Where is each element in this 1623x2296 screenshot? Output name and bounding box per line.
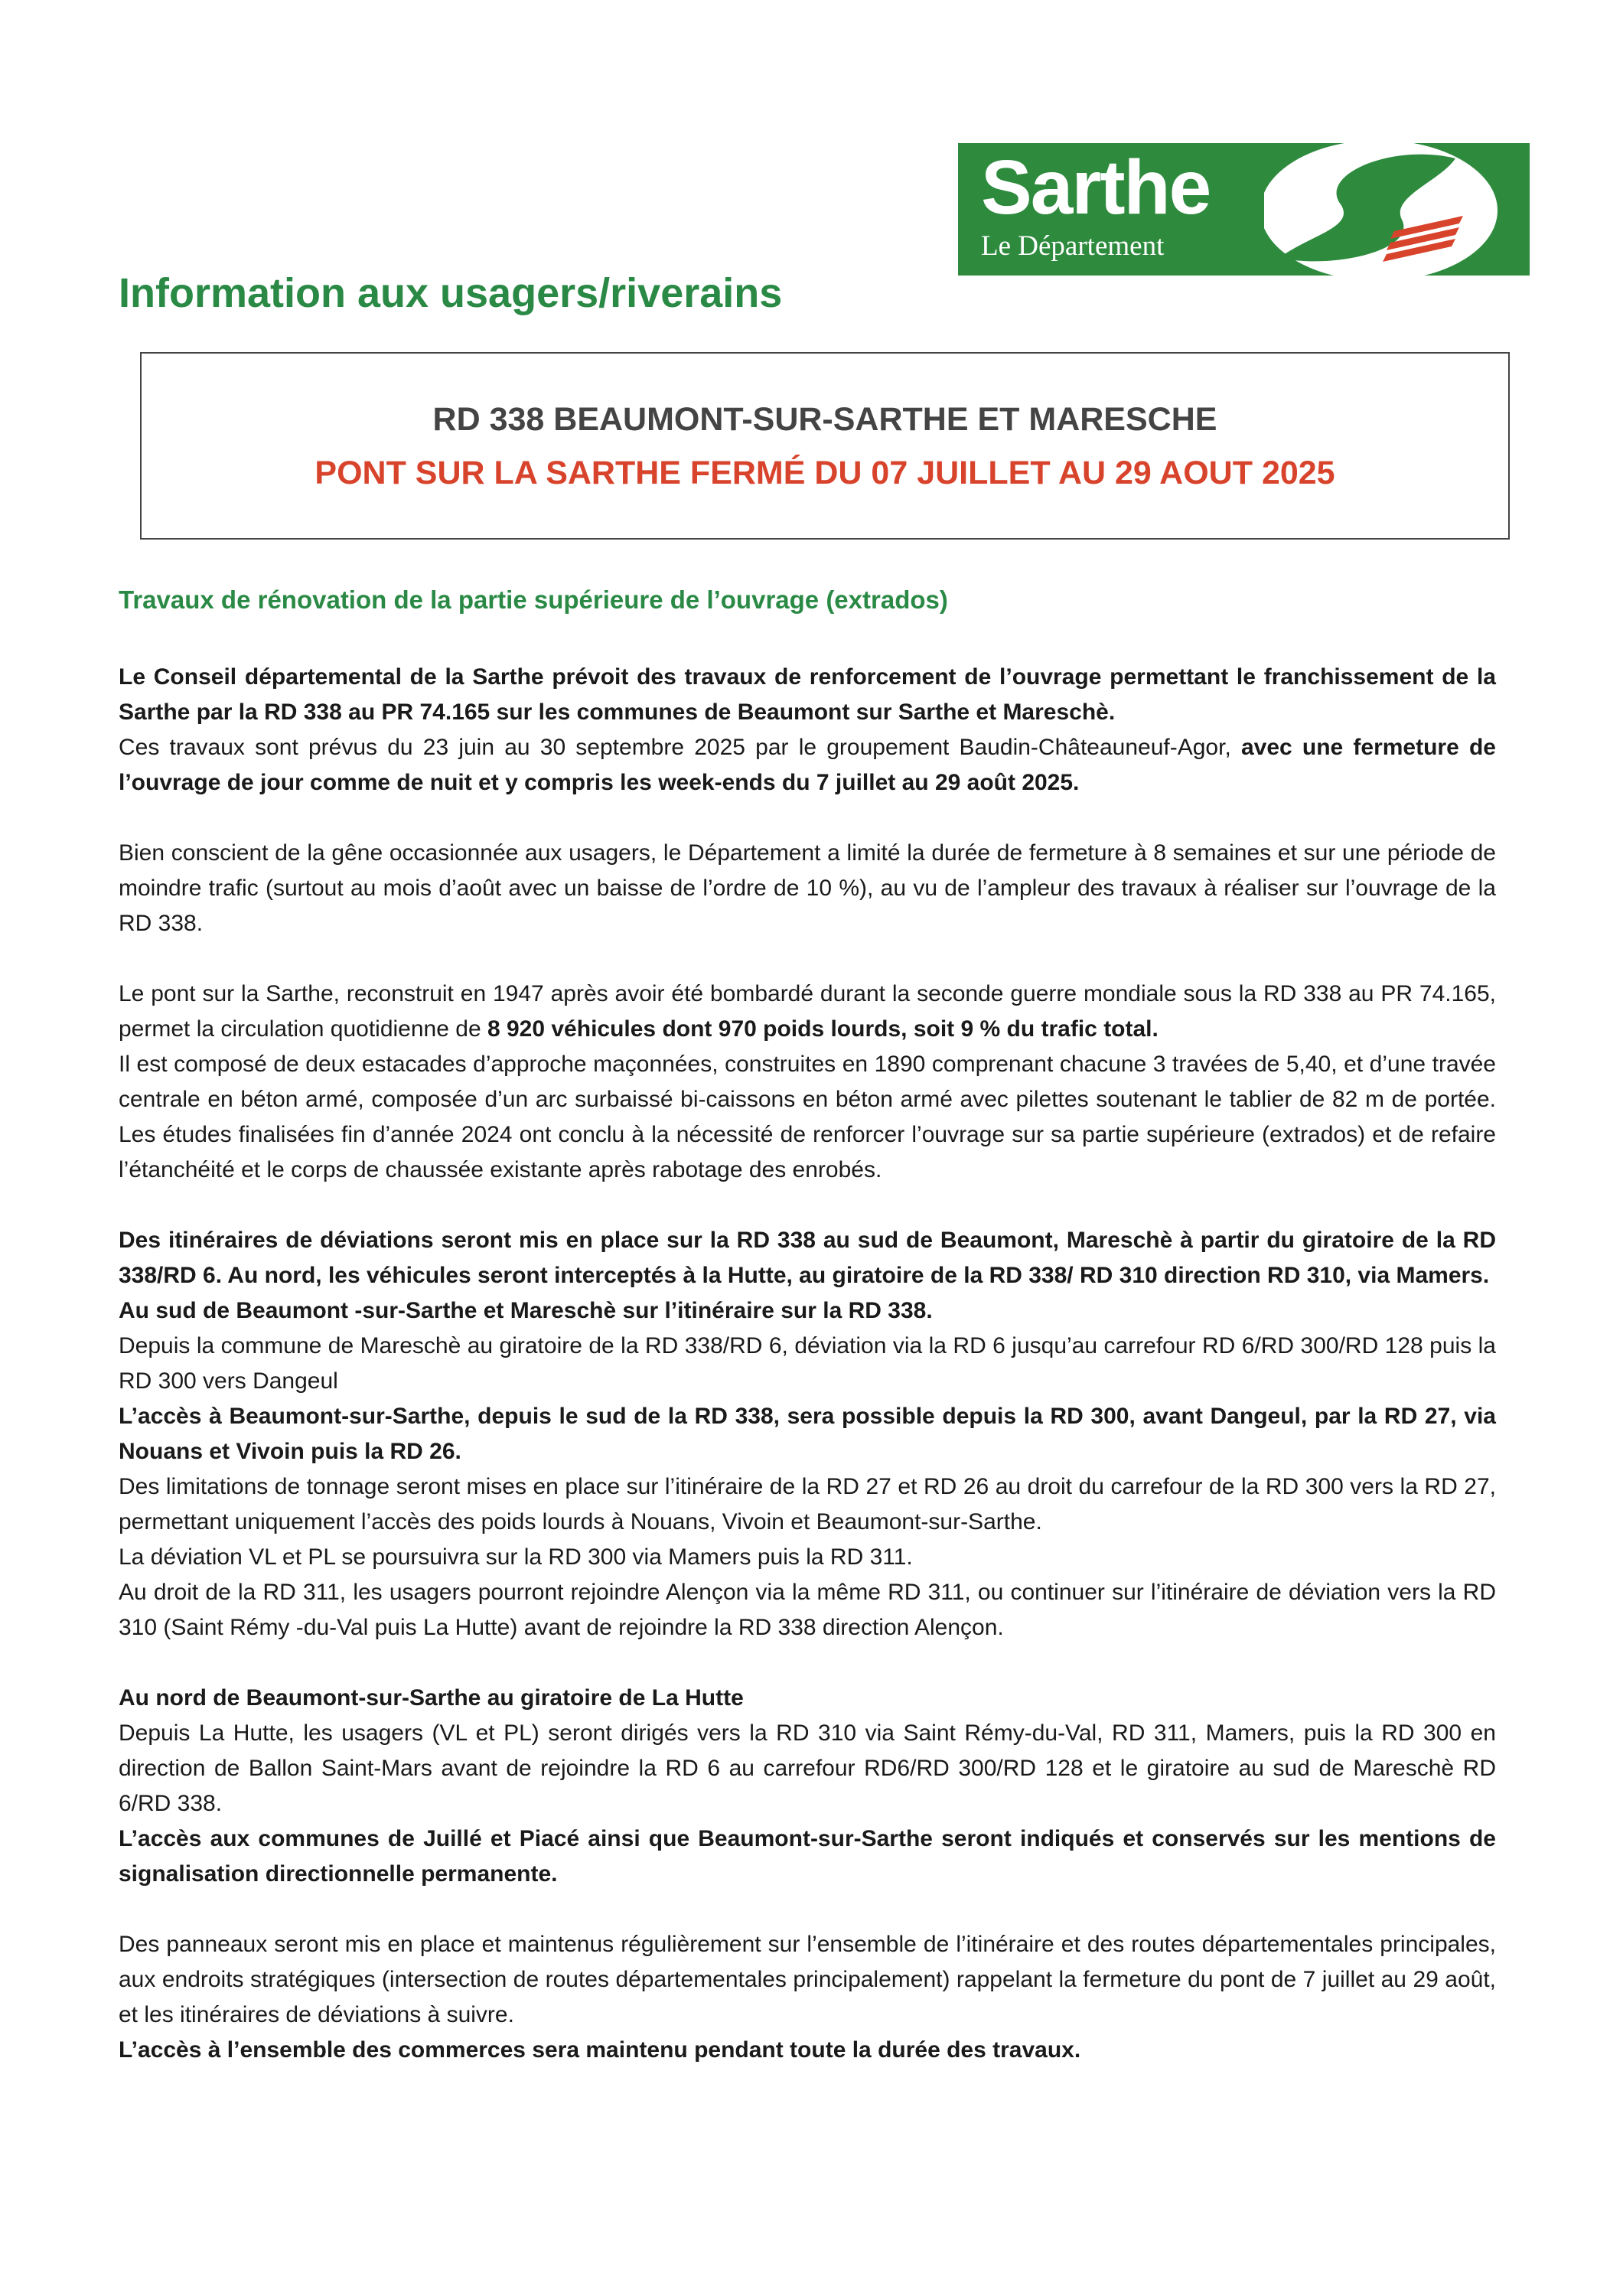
text: Des panneaux seront mis en place et maintenus régulièrement sur l’ensemble de l’itinéraire et des routes départementales principales, aux endroits stratégiques (intersection de routes départementales principalement) rappelant la fermeture du pont de 7 juillet au 29 août, et les itinéraires de déviations à suivre. xyxy=(119,1932,1496,2027)
text: Des limitations de tonnage seront mises en place sur l’itinéraire de la RD 27 et RD 26 au droit du carrefour de la RD 300 vers la RD 27, permettant uniquement l’accès des poids lourds à Nouans, Vivoin et Beaumont-sur-Sarthe. xyxy=(119,1474,1496,1534)
text-bold: L’accès aux communes de Juillé et Piacé ainsi que Beaumont-sur-Sarthe seront indiqués et conservés sur les mentions de signalisation directionnelle permanente. xyxy=(119,1826,1496,1887)
text: Au droit de la RD 311, les usagers pourront rejoindre Alençon via la même RD 311, ou continuer sur l’itinéraire de déviation vers la RD 310 (Saint Rémy -du-Val puis La Hutte) avant de rejoindre la RD 338 direction Alençon. xyxy=(119,1580,1496,1640)
title-line-road: RD 338 BEAUMONT-SUR-SARTHE ET MARESCHE xyxy=(432,401,1217,438)
text-bold: Au nord de Beaumont-sur-Sarthe au giratoire de La Hutte xyxy=(119,1685,744,1711)
text-bold: 8 920 véhicules dont 970 poids lourds, soit 9 % du trafic total. xyxy=(487,1016,1159,1042)
text: La déviation VL et PL se poursuivra sur la RD 300 via Mamers puis la RD 311. xyxy=(119,1544,913,1570)
document-body xyxy=(119,660,1496,2068)
paragraph-signage xyxy=(119,1927,1496,2068)
sarthe-logo xyxy=(958,143,1530,276)
text-bold: avec une fermeture de l’ouvrage de jour comme de nuit et y compris les week-ends du 7 juillet au 29 août 2025. xyxy=(119,735,1496,795)
text-bold: L’accès à Beaumont-sur-Sarthe, depuis le sud de la RD 338, sera possible depuis la RD 300, avant Dangeul, par la RD 27, via Nouans et Vivoin puis la RD 26. xyxy=(119,1404,1496,1464)
paragraph-north xyxy=(119,1681,1496,1892)
text: Depuis la commune de Mareschè au giratoire de la RD 338/RD 6, déviation via la RD 6 jusqu’au carrefour RD 6/RD 300/RD 128 puis la RD 300 vers Dangeul xyxy=(119,1333,1496,1394)
logo-subtitle: Le Département xyxy=(981,230,1165,262)
text: Le pont sur la Sarthe, reconstruit en 1947 après avoir été bombardé durant la seconde guerre mondiale sous la RD 338 au PR 74.165, permet la circulation quotidienne de xyxy=(119,981,1496,1042)
page-heading: Information aux usagers/riverains xyxy=(119,270,783,316)
text: Ces travaux sont prévus du 23 juin au 30 septembre 2025 par le groupement Baudin-Châteauneuf-Agor, xyxy=(119,735,1241,760)
text-bold: L’accès à l’ensemble des commerces sera maintenu pendant toute la durée des travaux. xyxy=(119,2037,1081,2063)
text: Bien conscient de la gêne occasionnée aux usagers, le Département a limité la durée de fermeture à 8 semaines et sur une période de moindre trafic (surtout au mois d’août avec un baisse de l’ordre de 10 %), au vu de l’ampleur des travaux à réaliser sur l’ouvrage de la RD 338. xyxy=(119,840,1496,936)
paragraph-works xyxy=(119,660,1496,801)
logo-s-emblem-icon xyxy=(1264,143,1530,276)
title-box xyxy=(140,352,1510,540)
text-bold: Des itinéraires de déviations seront mis en place sur la RD 338 au sud de Beaumont, Mareschè à partir du giratoire de la RD 338/RD 6. Au nord, les véhicules seront interceptés à la Hutte, au giratoire de la RD 338/ RD 310 direction RD 310, via Mamers. xyxy=(119,1228,1496,1288)
text: Depuis La Hutte, les usagers (VL et PL) seront dirigés vers la RD 310 via Saint Rémy-du-Val, RD 311, Mamers, puis la RD 300 en direction de Ballon Saint-Mars avant de rejoindre la RD 6 au carrefour RD6/RD 300/RD 128 et le giratoire au sud de Mareschè RD 6/RD 338. xyxy=(119,1720,1496,1816)
text: Il est composé de deux estacades d’approche maçonnées, construites en 1890 comprenant chacune 3 travées de 5,40, et d’une travée centrale en béton armé, composée d’un arc surbaissé bi-caissons en béton armé avec pilettes soutenant le tablier de 82 m de portée. Les études finalisées fin d’année 2024 ont conclu à la nécessité de renforcer l’ouvrage sur sa partie supérieure (extrados) et de refaire l’étanchéité et le corps de chaussée existante après rabotage des enrobés. xyxy=(119,1052,1496,1182)
paragraph-bridge xyxy=(119,977,1496,1188)
text-bold: Le Conseil départemental de la Sarthe prévoit des travaux de renforcement de l’ouvrage permettant le franchissement de la Sarthe par la RD 338 au PR 74.165 sur les communes de Beaumont sur Sarthe et Mareschè. xyxy=(119,664,1496,725)
paragraph-deviations xyxy=(119,1223,1496,1645)
text-bold: Au sud de Beaumont -sur-Sarthe et Mareschè sur l’itinéraire sur la RD 338. xyxy=(119,1298,933,1323)
title-line-closure: PONT SUR LA SARTHE FERMÉ DU 07 JUILLET AU 29 AOUT 2025 xyxy=(314,455,1335,491)
section-subheading: Travaux de rénovation de la partie supérieure de l’ouvrage (extrados) xyxy=(119,585,948,614)
logo-wordmark: Sarthe xyxy=(981,145,1211,230)
paragraph-duration xyxy=(119,836,1496,941)
